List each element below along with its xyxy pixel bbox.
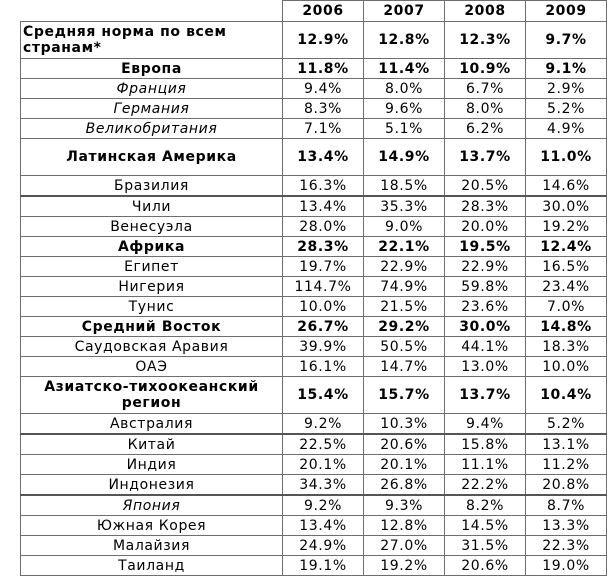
value-cell-2008: 22.9%	[445, 257, 526, 277]
table-row	[21, 475, 607, 496]
value-cell-2008: 30.0%	[445, 317, 526, 337]
table-row	[21, 556, 607, 576]
value-cell-2006: 19.1%	[283, 556, 364, 576]
value-cell-2008: 14.5%	[445, 516, 526, 536]
value-cell-2007: 9.6%	[364, 99, 445, 119]
value-cell-2006: 10.0%	[283, 297, 364, 317]
value-cell-2009: 9.7%	[526, 22, 607, 59]
value-cell-2009: 18.3%	[526, 337, 607, 357]
value-cell-2007: 27.0%	[364, 536, 445, 556]
table-row	[21, 99, 607, 119]
row-label: Южная Корея	[21, 516, 283, 536]
value-cell-2006: 22.5%	[283, 434, 364, 455]
value-cell-2006: 15.4%	[283, 377, 364, 414]
row-label: Австралия	[21, 414, 283, 435]
value-cell-2007: 9.0%	[364, 217, 445, 237]
table-row	[21, 297, 607, 317]
value-cell-2009: 14.8%	[526, 317, 607, 337]
value-cell-2006: 11.8%	[283, 59, 364, 79]
value-cell-2009: 19.2%	[526, 217, 607, 237]
value-cell-2009: 7.0%	[526, 297, 607, 317]
value-cell-2009: 5.2%	[526, 99, 607, 119]
table-row	[21, 337, 607, 357]
table-row	[21, 317, 607, 337]
year-header: 2006	[283, 1, 364, 22]
value-cell-2008: 13.7%	[445, 377, 526, 414]
value-cell-2009: 30.0%	[526, 196, 607, 217]
row-label: Европа	[21, 59, 283, 79]
value-cell-2007: 8.0%	[364, 79, 445, 99]
row-label: Азиатско-тихоокеанский регион	[21, 377, 283, 414]
table-row	[21, 377, 607, 414]
row-label: Германия	[21, 99, 283, 119]
value-cell-2009: 8.7%	[526, 495, 607, 516]
value-cell-2009: 10.0%	[526, 357, 607, 377]
value-cell-2008: 12.3%	[445, 22, 526, 59]
table-row	[21, 22, 607, 59]
value-cell-2007: 14.9%	[364, 139, 445, 176]
value-cell-2009: 9.1%	[526, 59, 607, 79]
row-label: Великобритания	[21, 119, 283, 139]
value-cell-2006: 114.7%	[283, 277, 364, 297]
row-label: Индонезия	[21, 475, 283, 496]
value-cell-2008: 20.6%	[445, 556, 526, 576]
value-cell-2009: 20.8%	[526, 475, 607, 496]
table-body	[21, 22, 607, 576]
value-cell-2007: 10.3%	[364, 414, 445, 435]
value-cell-2009: 16.5%	[526, 257, 607, 277]
value-cell-2009: 13.1%	[526, 434, 607, 455]
table-row	[21, 414, 607, 435]
value-cell-2006: 16.1%	[283, 357, 364, 377]
value-cell-2008: 20.5%	[445, 176, 526, 197]
inflation-table	[20, 0, 607, 576]
row-label: Средняя норма по всем странам*	[21, 22, 283, 59]
value-cell-2009: 13.3%	[526, 516, 607, 536]
row-label: Африка	[21, 237, 283, 257]
value-cell-2009: 19.0%	[526, 556, 607, 576]
row-label: Саудовская Аравия	[21, 337, 283, 357]
value-cell-2008: 9.4%	[445, 414, 526, 435]
value-cell-2009: 11.0%	[526, 139, 607, 176]
year-header: 2009	[526, 1, 607, 22]
row-label: Малайзия	[21, 536, 283, 556]
value-cell-2007: 20.6%	[364, 434, 445, 455]
value-cell-2006: 19.7%	[283, 257, 364, 277]
value-cell-2006: 13.4%	[283, 139, 364, 176]
table-row	[21, 237, 607, 257]
table-row	[21, 495, 607, 516]
value-cell-2008: 31.5%	[445, 536, 526, 556]
value-cell-2006: 13.4%	[283, 516, 364, 536]
value-cell-2007: 74.9%	[364, 277, 445, 297]
table-row	[21, 139, 607, 176]
value-cell-2006: 20.1%	[283, 455, 364, 475]
row-label: Франция	[21, 79, 283, 99]
row-label: Индия	[21, 455, 283, 475]
value-cell-2008: 8.2%	[445, 495, 526, 516]
table-row	[21, 176, 607, 197]
table-row	[21, 536, 607, 556]
value-cell-2008: 23.6%	[445, 297, 526, 317]
value-cell-2008: 8.0%	[445, 99, 526, 119]
value-cell-2008: 44.1%	[445, 337, 526, 357]
value-cell-2006: 7.1%	[283, 119, 364, 139]
value-cell-2008: 10.9%	[445, 59, 526, 79]
year-header: 2007	[364, 1, 445, 22]
value-cell-2007: 9.3%	[364, 495, 445, 516]
value-cell-2007: 19.2%	[364, 556, 445, 576]
value-cell-2009: 2.9%	[526, 79, 607, 99]
value-cell-2008: 11.1%	[445, 455, 526, 475]
value-cell-2007: 14.7%	[364, 357, 445, 377]
value-cell-2006: 9.2%	[283, 414, 364, 435]
row-label: Венесуэла	[21, 217, 283, 237]
value-cell-2007: 26.8%	[364, 475, 445, 496]
value-cell-2006: 13.4%	[283, 196, 364, 217]
value-cell-2007: 18.5%	[364, 176, 445, 197]
row-label: Средний Восток	[21, 317, 283, 337]
row-label: ОАЭ	[21, 357, 283, 377]
row-label: Бразилия	[21, 176, 283, 197]
row-label: Япония	[21, 495, 283, 516]
value-cell-2009: 11.2%	[526, 455, 607, 475]
value-cell-2007: 12.8%	[364, 516, 445, 536]
value-cell-2007: 21.5%	[364, 297, 445, 317]
value-cell-2008: 13.7%	[445, 139, 526, 176]
table-row	[21, 516, 607, 536]
value-cell-2007: 12.8%	[364, 22, 445, 59]
value-cell-2006: 16.3%	[283, 176, 364, 197]
value-cell-2008: 22.2%	[445, 475, 526, 496]
table-row	[21, 119, 607, 139]
value-cell-2008: 6.2%	[445, 119, 526, 139]
value-cell-2006: 26.7%	[283, 317, 364, 337]
value-cell-2007: 50.5%	[364, 337, 445, 357]
value-cell-2009: 14.6%	[526, 176, 607, 197]
table-row	[21, 217, 607, 237]
value-cell-2008: 13.0%	[445, 357, 526, 377]
value-cell-2007: 35.3%	[364, 196, 445, 217]
value-cell-2007: 29.2%	[364, 317, 445, 337]
value-cell-2006: 39.9%	[283, 337, 364, 357]
header-corner	[21, 1, 283, 22]
value-cell-2007: 22.1%	[364, 237, 445, 257]
table-row	[21, 455, 607, 475]
value-cell-2008: 6.7%	[445, 79, 526, 99]
value-cell-2006: 9.2%	[283, 495, 364, 516]
table-row	[21, 277, 607, 297]
row-label: Китай	[21, 434, 283, 455]
value-cell-2006: 12.9%	[283, 22, 364, 59]
value-cell-2009: 23.4%	[526, 277, 607, 297]
value-cell-2007: 15.7%	[364, 377, 445, 414]
row-label: Таиланд	[21, 556, 283, 576]
value-cell-2009: 22.3%	[526, 536, 607, 556]
value-cell-2006: 8.3%	[283, 99, 364, 119]
header-row	[21, 1, 607, 22]
table-row	[21, 434, 607, 455]
value-cell-2006: 28.3%	[283, 237, 364, 257]
year-header: 2008	[445, 1, 526, 22]
value-cell-2008: 28.3%	[445, 196, 526, 217]
value-cell-2009: 4.9%	[526, 119, 607, 139]
value-cell-2007: 5.1%	[364, 119, 445, 139]
table-row	[21, 196, 607, 217]
value-cell-2006: 24.9%	[283, 536, 364, 556]
table-row	[21, 79, 607, 99]
value-cell-2006: 9.4%	[283, 79, 364, 99]
value-cell-2006: 34.3%	[283, 475, 364, 496]
value-cell-2007: 22.9%	[364, 257, 445, 277]
row-label: Тунис	[21, 297, 283, 317]
value-cell-2007: 20.1%	[364, 455, 445, 475]
value-cell-2008: 20.0%	[445, 217, 526, 237]
value-cell-2008: 19.5%	[445, 237, 526, 257]
row-label: Чили	[21, 196, 283, 217]
value-cell-2008: 15.8%	[445, 434, 526, 455]
row-label: Нигерия	[21, 277, 283, 297]
table-row	[21, 357, 607, 377]
value-cell-2009: 10.4%	[526, 377, 607, 414]
value-cell-2006: 28.0%	[283, 217, 364, 237]
value-cell-2009: 12.4%	[526, 237, 607, 257]
row-label: Латинская Америка	[21, 139, 283, 176]
value-cell-2007: 11.4%	[364, 59, 445, 79]
table-row	[21, 59, 607, 79]
value-cell-2009: 5.2%	[526, 414, 607, 435]
row-label: Египет	[21, 257, 283, 277]
table-row	[21, 257, 607, 277]
value-cell-2008: 59.8%	[445, 277, 526, 297]
